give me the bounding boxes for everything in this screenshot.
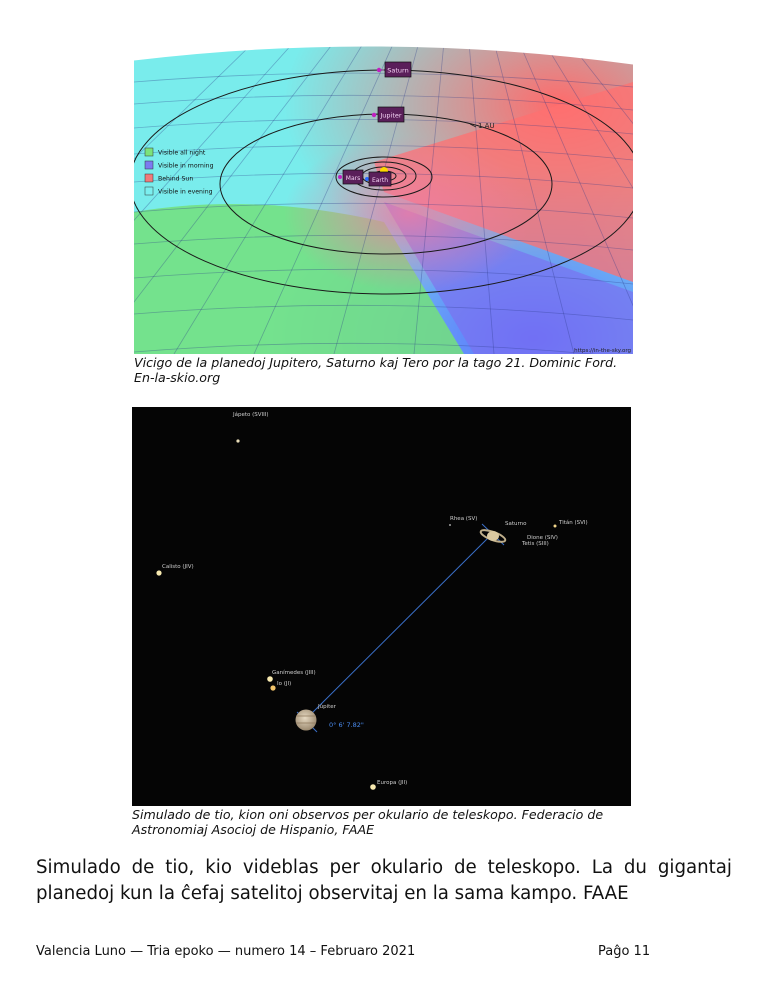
legend-swatch-behind-sun xyxy=(145,174,153,182)
label-ganymede: Ganímedes (JIII) xyxy=(272,670,316,676)
solar-system-diagram xyxy=(134,42,633,354)
label-jupiter: Jupiter xyxy=(380,111,402,120)
legend-label-behind-sun: Behind Sun xyxy=(158,175,194,183)
titan-dot xyxy=(554,525,557,528)
jupiter-icon xyxy=(296,710,317,731)
legend-swatch-morning xyxy=(145,161,153,169)
telescope-simulation-figure xyxy=(132,407,631,806)
rhea-dot xyxy=(449,524,451,526)
europa-dot xyxy=(370,784,376,790)
label-saturn: Saturno xyxy=(505,521,527,527)
ganymede-dot xyxy=(267,676,273,682)
legend-swatch-all-night xyxy=(145,148,153,156)
label-jupiter: Júpiter xyxy=(318,704,336,710)
label-europa: Europa (JII) xyxy=(377,780,408,786)
label-rhea: Rhea (SV) xyxy=(450,516,478,522)
label-callisto: Calisto (JIV) xyxy=(162,564,194,570)
legend-swatch-evening xyxy=(145,187,153,195)
label-titan: Titán (SVI) xyxy=(559,520,588,526)
label-dione: Dione (SIV) xyxy=(527,535,558,541)
au-label: 1 AU xyxy=(478,122,495,130)
label-iapetus: Jápeto (SVIII) xyxy=(233,412,269,418)
solar-system-figure xyxy=(134,42,633,354)
planet-marker-earth xyxy=(365,172,391,186)
figure1-caption: Vicigo de la planedoj Jupitero, Saturno kaj Tero por la tago 21. Dominic Ford. En-la-skio.org xyxy=(134,355,618,385)
legend-label-morning: Visible in morning xyxy=(158,162,214,170)
label-earth: Earth xyxy=(371,177,389,184)
callisto-dot xyxy=(156,570,161,575)
figure2-caption: Simulado de tio, kion oni observos per okulario de teleskopo. Federacio de Astronomiaj Asocioj de Hispanio, FAAE xyxy=(132,807,604,837)
legend-label-evening: Visible in evening xyxy=(158,188,213,196)
separation-label: 0° 6' 7.82" xyxy=(329,721,364,729)
legend-label-all-night: Visible all night xyxy=(158,149,206,157)
credit-link: https://in-the-sky.org xyxy=(574,348,631,354)
footer-publication: Valencia Luno — Tria epoko — numero 14 – Februaro 2021 xyxy=(36,944,416,959)
io-dot xyxy=(270,685,275,690)
footer-page-number: Paĝo 11 xyxy=(598,944,651,959)
label-io: Io (JI) xyxy=(277,681,292,687)
label-tethys: Tetis (SIII) xyxy=(522,541,549,547)
label-saturn: Saturn xyxy=(387,66,409,75)
iapetus-dot xyxy=(236,439,239,442)
label-mars: Mars xyxy=(345,175,361,182)
body-paragraph: Simulado de tio, kio videblas per okulario de teleskopo. La du gigantaj planedoj kun la ĉefaj satelitoj observitaj en la sama kampo. FAAE xyxy=(36,857,732,904)
telescope-simulation xyxy=(132,407,631,806)
